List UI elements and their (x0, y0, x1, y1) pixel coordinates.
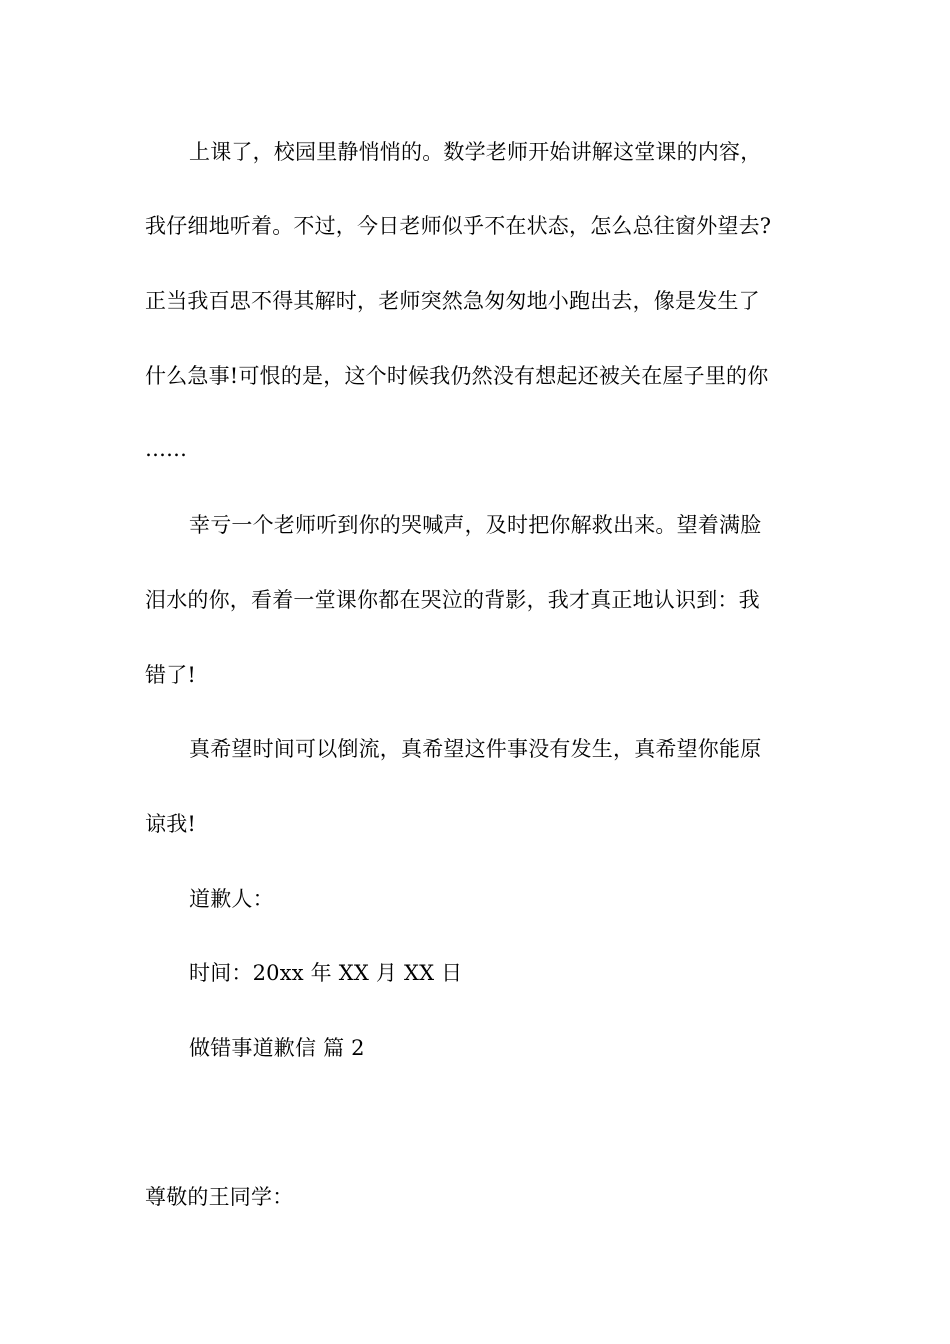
paragraph-2-line-1: 幸亏一个老师听到你的哭喊声，及时把你解救出来。望着满脸 (189, 513, 762, 537)
paragraph-1-line-4: 什么急事!可恨的是，这个时候我仍然没有想起还被关在屋子里的你 (145, 364, 769, 388)
salutation: 尊敬的王同学： (145, 1185, 294, 1209)
paragraph-1-line-2: 我仔细地听着。不过，今日老师似乎不在状态，怎么总往窗外望去? (145, 214, 772, 238)
paragraph-3-line-1: 真希望时间可以倒流，真希望这件事没有发生，真希望你能原 (189, 737, 762, 761)
paragraph-1-line-3: 正当我百思不得其解时，老师突然急匆匆地小跑出去，像是发生了 (145, 289, 760, 313)
date-line: 时间：20xx 年 XX 月 XX 日 (189, 961, 463, 985)
paragraph-2-line-2: 泪水的你，看着一堂课你都在哭泣的背影，我才真正地认识到：我 (145, 588, 760, 612)
paragraph-1-line-1: 上课了，校园里静悄悄的。数学老师开始讲解这堂课的内容， (189, 140, 762, 164)
paragraph-2-line-3: 错了! (145, 663, 197, 687)
paragraph-1-line-5: …… (145, 437, 187, 461)
signature-label: 道歉人： (189, 887, 274, 911)
paragraph-3-line-2: 谅我! (145, 812, 197, 836)
section-title: 做错事道歉信 篇 2 (189, 1036, 365, 1060)
